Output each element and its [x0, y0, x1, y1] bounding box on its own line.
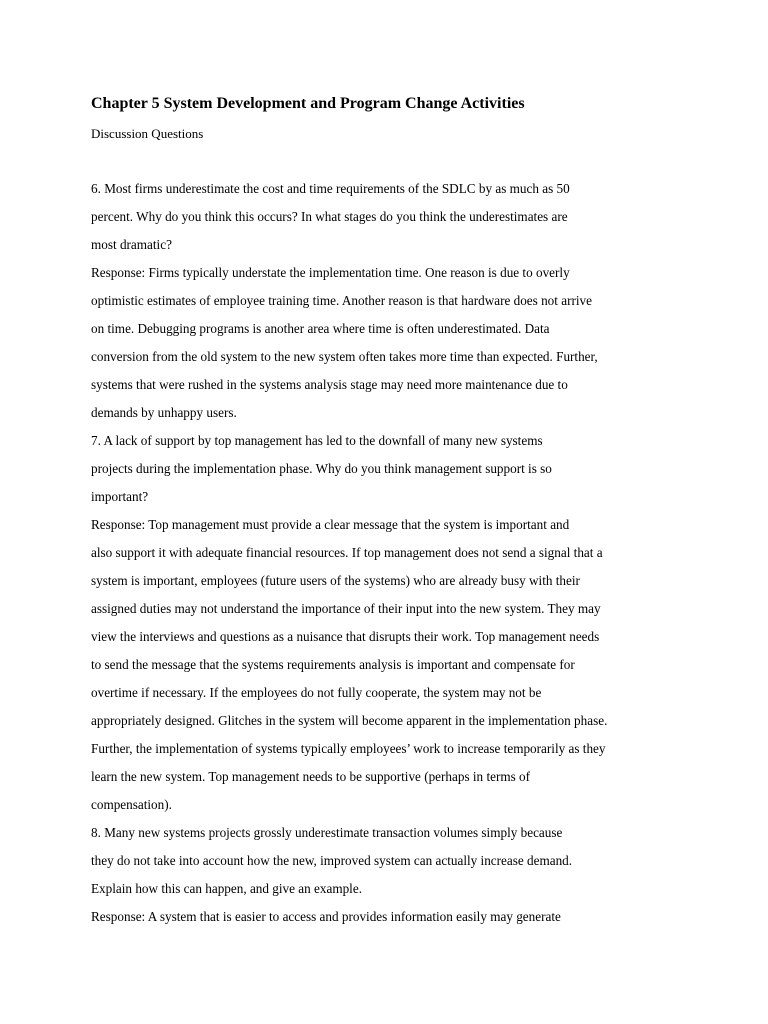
text-line: appropriately designed. Glitches in the system will become apparent in the implementation phase.	[91, 713, 608, 728]
text-line: Further, the implementation of systems typically employees’ work to increase temporarily as they	[91, 741, 606, 756]
text-line: Response: A system that is easier to access and provides information easily may generate	[91, 909, 561, 924]
text-line: on time. Debugging programs is another area where time is often underestimated. Data	[91, 321, 550, 336]
text-line: conversion from the old system to the new system often takes more time than expected. Further,	[91, 349, 598, 364]
text-line: view the interviews and questions as a nuisance that disrupts their work. Top management needs	[91, 629, 600, 644]
text-line: Response: Top management must provide a clear message that the system is important and	[91, 517, 570, 532]
text-line: 7. A lack of support by top management has led to the downfall of many new systems	[91, 433, 543, 448]
text-line: important?	[91, 489, 149, 504]
text-line: projects during the implementation phase. Why do you think management support is so	[91, 461, 552, 476]
text-line: demands by unhappy users.	[91, 405, 237, 420]
page-title: Chapter 5 System Development and Program Change Activities	[91, 95, 525, 112]
text-line: percent. Why do you think this occurs? In what stages do you think the underestimates are	[91, 209, 568, 224]
text-line: most dramatic?	[91, 237, 172, 252]
text-line: Response: Firms typically understate the implementation time. One reason is due to overly	[91, 265, 570, 280]
text-line: compensation).	[91, 797, 172, 812]
text-line: 8. Many new systems projects grossly underestimate transaction volumes simply because	[91, 825, 563, 840]
text-line: Explain how this can happen, and give an example.	[91, 881, 362, 896]
page-subtitle: Discussion Questions	[91, 126, 204, 141]
text-line: assigned duties may not understand the importance of their input into the new system. They may	[91, 601, 601, 616]
text-line: systems that were rushed in the systems analysis stage may need more maintenance due to	[91, 377, 568, 392]
text-line: also support it with adequate financial resources. If top management does not send a signal that a	[91, 545, 603, 560]
body-text	[91, 178, 651, 934]
text-line: optimistic estimates of employee training time. Another reason is that hardware does not arrive	[91, 293, 592, 308]
text-line: 6. Most firms underestimate the cost and time requirements of the SDLC by as much as 50	[91, 181, 570, 196]
text-line: learn the new system. Top management needs to be supportive (perhaps in terms of	[91, 769, 531, 784]
text-line: they do not take into account how the new, improved system can actually increase demand.	[91, 853, 573, 868]
text-line: overtime if necessary. If the employees do not fully cooperate, the system may not be	[91, 685, 542, 700]
text-line: system is important, employees (future users of the systems) who are already busy with their	[91, 573, 580, 588]
text-line: to send the message that the systems requirements analysis is important and compensate for	[91, 657, 575, 672]
